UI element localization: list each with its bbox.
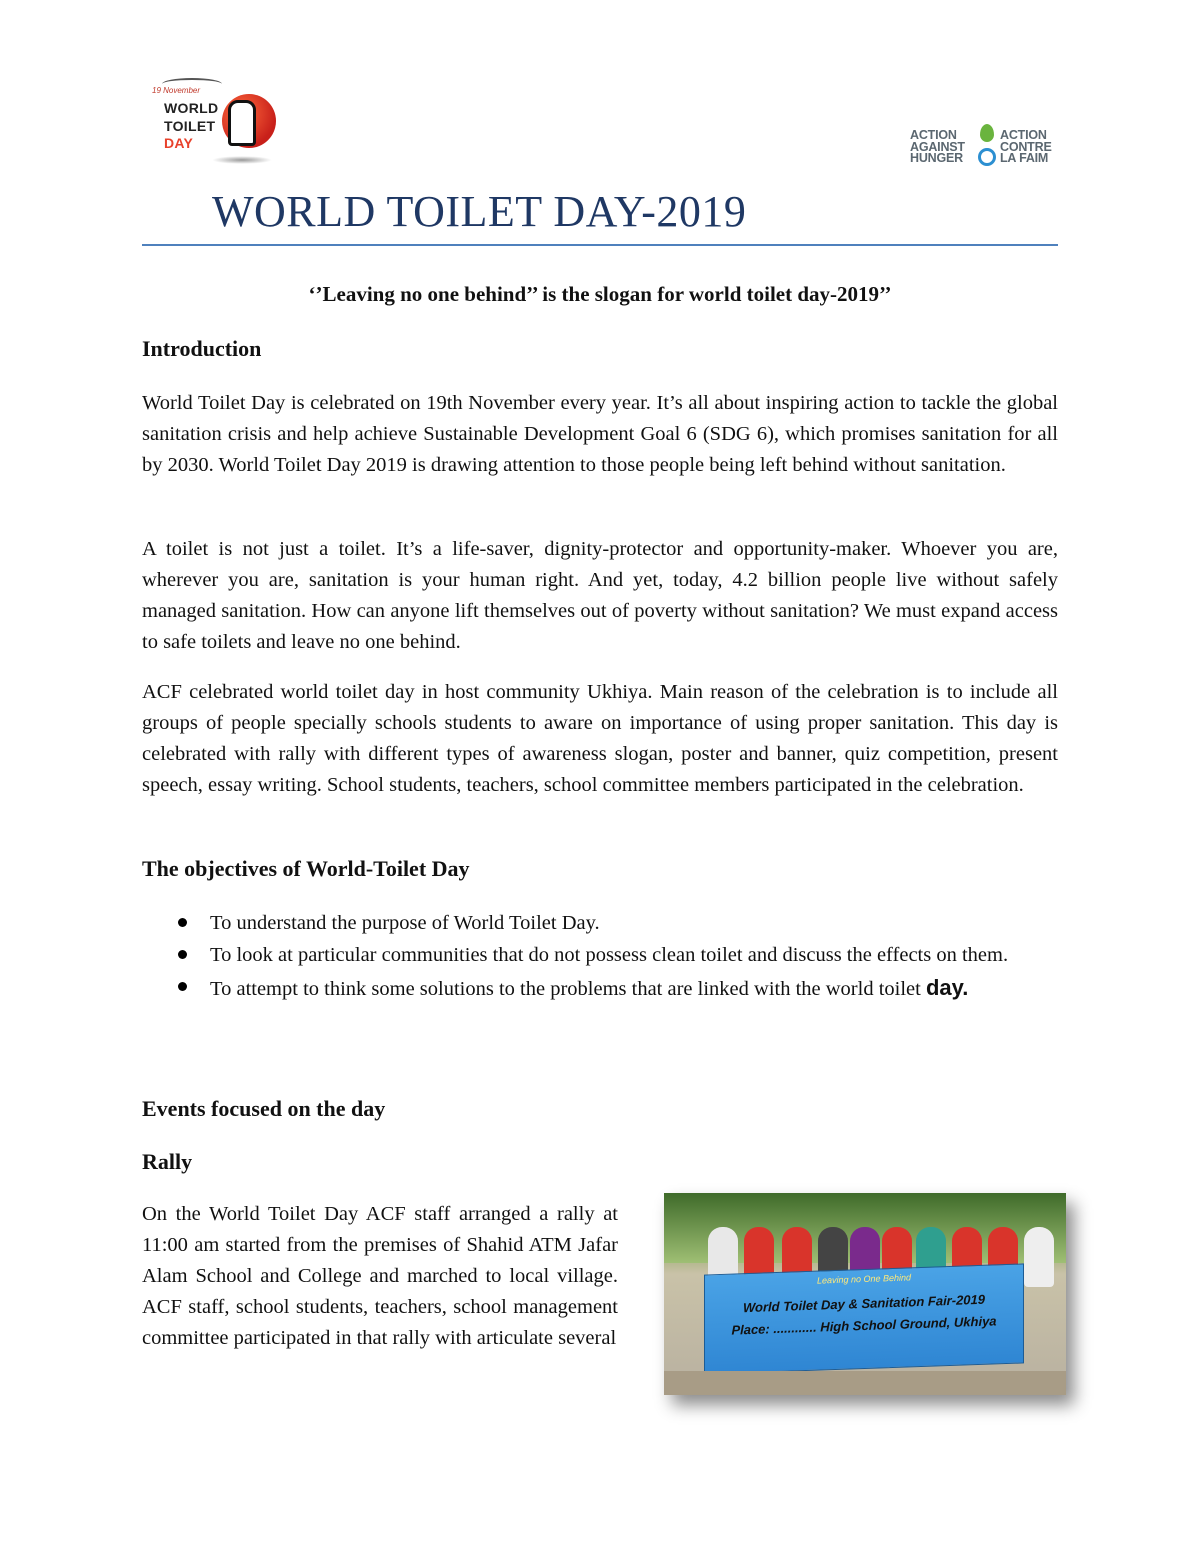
acf-logo-line: HUNGER <box>910 151 963 165</box>
logo-toilet-figure-icon <box>228 100 256 146</box>
logo-shadow <box>212 156 272 164</box>
acf-ring-icon <box>978 148 996 166</box>
list-item-last-word: day. <box>925 975 969 1000</box>
list-item <box>142 908 1058 939</box>
banner-line-2: Place: ............ High School Ground, Ukhiya <box>731 1313 997 1338</box>
slogan: ‘’Leaving no one behind’’ is the slogan for world toilet day-2019’’ <box>308 282 892 306</box>
logo-word-toilet: TOILET <box>164 118 216 134</box>
objectives-list <box>142 908 1058 1006</box>
acf-logo-line: LA FAIM <box>1000 151 1049 165</box>
acf-logo-line: ACTION <box>910 128 957 142</box>
photo-ground <box>664 1371 1066 1395</box>
acf-logo-line: CONTRE <box>1000 139 1052 154</box>
introduction-heading: Introduction <box>142 336 262 361</box>
list-item-text: To look at particular communities that do not possess clean toilet and discuss the effects on them. <box>210 944 1009 966</box>
intro-paragraph-2: A toilet is not just a toilet. It’s a life-saver, dignity-protector and opportunity-maker. Whoever you are, wherever you are, sanitation is your human right. And yet, today, 4.2 billion people live without safely managed sanitation. How can anyone lift themselves out of poverty without sanitation? We must expand access to safe toilets and leave no one behind. <box>142 538 1058 653</box>
list-item-text: To understand the purpose of World Toilet Day. <box>210 912 600 934</box>
list-item <box>142 972 1058 1005</box>
acf-logo-line: ACTION <box>1000 128 1047 142</box>
list-item-text: To attempt to think some solutions to the problems that are linked with the world toilet <box>210 978 921 1000</box>
acf-logo-english <box>910 130 965 165</box>
acf-logo-line: AGAINST <box>910 139 965 154</box>
bullet-icon <box>178 918 187 927</box>
rally-heading: Rally <box>142 1149 193 1174</box>
action-against-hunger-logo <box>908 124 1056 174</box>
banner-line-1: World Toilet Day & Sanitation Fair-2019 <box>743 1291 985 1316</box>
logo-date-text: 19 November <box>152 86 201 95</box>
rally-paragraph: On the World Toilet Day ACF staff arranged a rally at 11:00 am started from the premises of Shahid ATM Jafar Alam School and College and marched to local village. ACF staff, school students, teachers, school management committee participated in that rally with articulate several <box>142 1203 618 1349</box>
rally-photo <box>664 1193 1066 1395</box>
document-title: WORLD TOILET DAY-2019 <box>212 187 747 236</box>
intro-paragraph-1: World Toilet Day is celebrated on 19th November every year. It’s all about inspiring action to tackle the global sanitation crisis and help achieve Sustainable Development Goal 6 (SDG 6), which promises sanitation for all by 2030. World Toilet Day 2019 is drawing attention to those people being left behind without sanitation. <box>142 392 1058 476</box>
world-toilet-day-logo <box>142 72 282 172</box>
events-heading: Events focused on the day <box>142 1096 386 1121</box>
photo-banner <box>704 1263 1024 1374</box>
acf-leaf-icon <box>980 124 994 142</box>
logo-word-day: DAY <box>164 135 194 151</box>
intro-paragraph-3: ACF celebrated world toilet day in host community Ukhiya. Main reason of the celebration is to include all groups of people specially schools students to aware on importance of using proper sanitation. This day is celebrated with rally with different types of awareness slogan, poster and banner, quiz competition, present speech, essay writing. School students, teachers, school committee members participated in the celebration. <box>142 681 1058 796</box>
banner-slogan: Leaving no One Behind <box>816 1272 912 1286</box>
title-underline <box>142 244 1058 246</box>
list-item <box>142 940 1058 971</box>
logo-word-world: WORLD <box>164 100 219 116</box>
bullet-icon <box>178 950 187 959</box>
objectives-heading: The objectives of World-Toilet Day <box>142 856 470 881</box>
photo-person <box>1024 1227 1054 1287</box>
acf-logo-french <box>1000 130 1052 165</box>
bullet-icon <box>178 982 187 991</box>
